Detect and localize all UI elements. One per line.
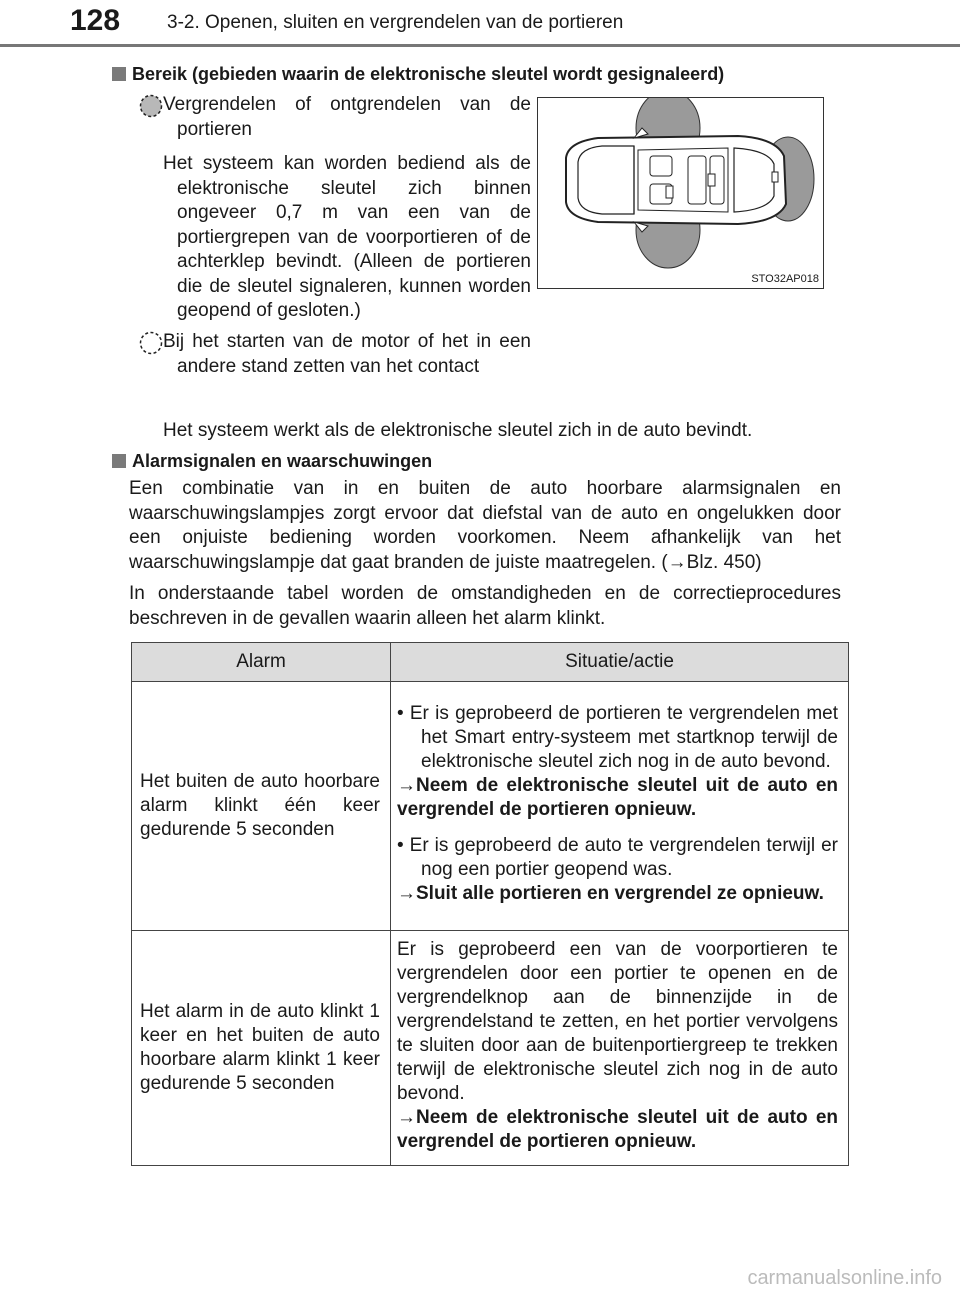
table-row [132,682,849,931]
chapter-title: 3-2. Openen, sluiten en vergrendelen van de portieren [167,12,624,33]
range-item1-body: Het systeem kan worden bediend als de elektronische sleutel zich binnen ongeveer 0,7 m van een van de portiergrepen van de voorportieren of de achterklep bevindt. (Alleen de portieren die de sleutel signaleren, kunnen worden geopend of gesloten.) [163,153,531,321]
shaded-dashed-circle-icon [139,94,163,118]
range-section-title-text: Bereik (gebieden waarin de elektronische sleutel wordt gesignaleerd) [132,64,725,84]
alarm-section-title [112,451,432,472]
detection-range-figure [537,97,824,289]
range-section-title [112,64,724,85]
alarm-section-title-text: Alarmsignalen en waarschuwingen [132,451,433,471]
alarm-intro-paragraph: Een combinatie van in en buiten de auto hoorbare alarmsignalen en waarschuwingslampjes zorgt ervoor dat diefstal van de auto en ongelukken door een onjuiste bediening worden voorkomen. Neem afhankelijk van het waarschuwingslampje dat gaat branden de juiste maatregelen. (→Blz. 450) [129,478,841,573]
section-square-icon [112,454,126,468]
corrective-action: →Sluit alle portieren en vergrendel ze opnieuw. [397,883,824,904]
situation-bullet: • Er is geprobeerd de auto te vergrendelen terwijl er nog een portier geopend was. [397,835,838,880]
header-divider [0,44,960,47]
situation-bullet: • Er is geprobeerd de portieren te vergrendelen met het Smart entry-systeem met startknop terwijl de elektronische sleutel zich nog in de auto bevond. [397,703,838,772]
range-item1-label: Vergrendelen of ontgrendelen van de portieren [163,94,531,140]
col-header-alarm: Alarm [132,643,391,682]
range-item2-label: Bij het starten van de motor of het in een andere stand zetten van het contact [163,331,531,377]
table-row [132,931,849,1166]
figure-code: STO32AP018 [751,273,819,285]
alarm-cell: Het alarm in de auto klinkt 1 keer en het buiten de auto hoorbare alarm klinkt 1 keer gedurende 5 seconden [132,931,391,1166]
table-header-row [132,643,849,682]
col-header-situation: Situatie/actie [391,643,849,682]
dashed-circle-icon [139,331,163,355]
alarm-table-intro: In onderstaande tabel worden de omstandigheden en de correctieprocedures beschreven in de gevallen waarin alleen het alarm klinkt. [129,583,841,629]
page-number: 128 [70,4,121,37]
situation-cell [391,682,849,931]
alarm-table [131,642,849,1166]
corrective-action: →Neem de elektronische sleutel uit de auto en vergrendel de portieren opnieuw. [397,1107,838,1152]
section-square-icon [112,67,126,81]
range-item2-body: Het systeem werkt als de elektronische sleutel zich in de auto bevindt. [163,420,753,441]
footer-watermark: carmanualsonline.info [747,1267,942,1289]
situation-cell [391,931,849,1166]
car-top-view-illustration [538,98,823,288]
corrective-action: →Neem de elektronische sleutel uit de auto en vergrendel de portieren opnieuw. [397,775,838,820]
alarm-cell: Het buiten de auto hoorbare alarm klinkt één keer gedurende 5 seconden [132,682,391,931]
situation-text: Er is geprobeerd een van de voorportieren te vergrendelen door een portier te openen en de vergrendelknop aan de binnenzijde in de vergrendelstand te zetten, en het portier vervolgens te sluiten door aan de buitenportiergreep te trekken terwijl de elektronische sleutel zich nog in de auto bevond. [397,939,838,1104]
